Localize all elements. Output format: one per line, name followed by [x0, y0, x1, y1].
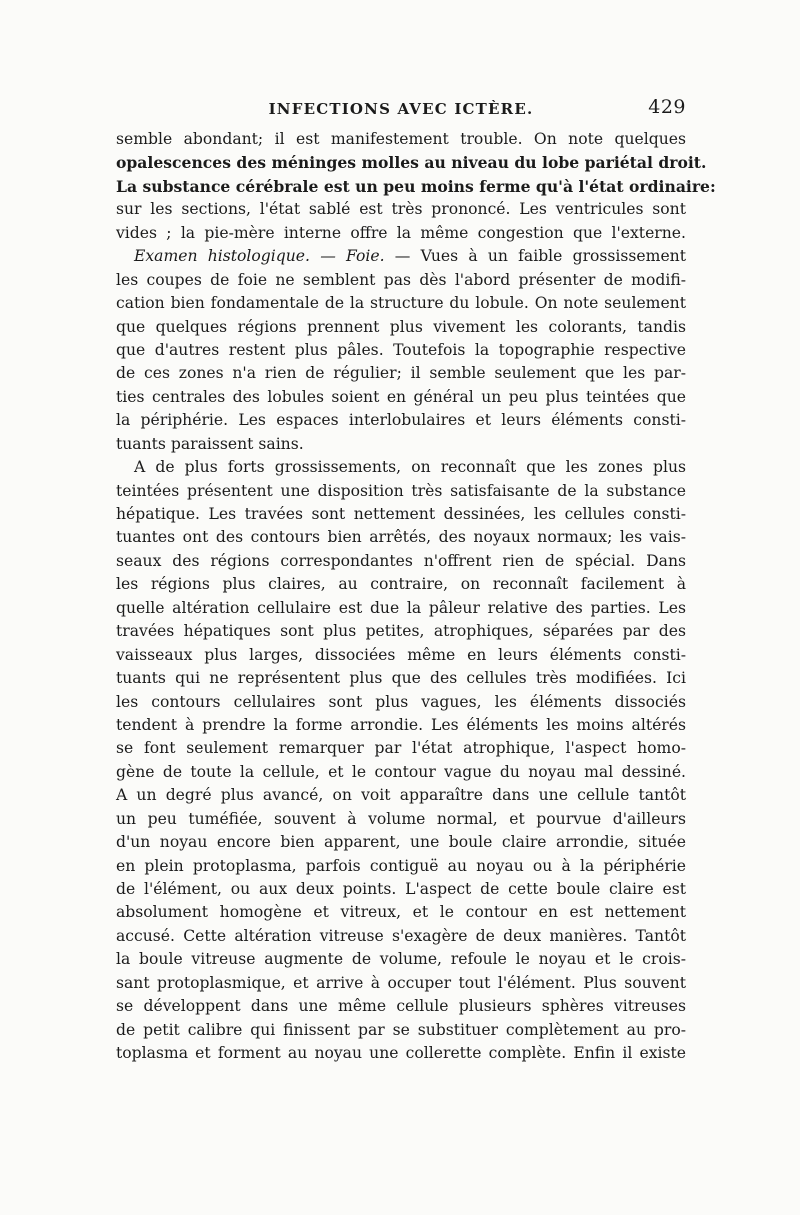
text-line: absolument homogène et vitreux, et le contour en est nettement: [116, 903, 686, 922]
text-line: vaisseaux plus larges, dissociées même en leurs éléments consti-: [116, 645, 686, 664]
text-line: sur les sections, l'état sablé est très prononcé. Les ventricules sont: [116, 200, 686, 219]
paragraph-lead-line: [116, 245, 686, 268]
text-line: se font seulement remarquer par l'état atrophique, l'aspect homo-: [116, 739, 686, 758]
text-line: de petit calibre qui finissent par se substituer complètement au pro-: [116, 1020, 686, 1039]
text-line: La substance cérébrale est un peu moins ferme qu'à l'état ordinaire:: [116, 176, 716, 196]
text-line: toplasma et forment au noyau une collerette complète. Enfin il existe: [116, 1044, 686, 1063]
text-line: un peu tuméfiée, souvent à volume normal, et pourvue d'ailleurs: [116, 809, 686, 828]
text-line: A de plus forts grossissements, on reconnaît que les zones plus: [134, 458, 686, 477]
text-line: sant protoplasmique, et arrive à occuper tout l'élément. Plus souvent: [116, 973, 686, 992]
text-line: tuants qui ne représentent plus que des cellules très modifiées. Ici: [116, 669, 686, 688]
text-line: gène de toute la cellule, et le contour vague du noyau mal dessiné.: [116, 762, 686, 781]
text-line: accusé. Cette altération vitreuse s'exagère de deux manières. Tantôt: [116, 926, 686, 945]
text-line: que d'autres restent plus pâles. Toutefois la topographie respective: [116, 340, 686, 359]
text-line: travées hépatiques sont plus petites, atrophiques, séparées par des: [116, 622, 686, 641]
text-line: cation bien fondamentale de la structure du lobule. On note seulement: [116, 294, 686, 313]
running-title: INFECTIONS AVEC ICTÈRE.: [268, 100, 534, 118]
text-line: ties centrales des lobules soient en général un peu plus teintées que: [116, 387, 686, 406]
text-line: semble abondant; il est manifestement trouble. On note quelques: [116, 130, 686, 148]
text-line: les régions plus claires, au contraire, on reconnaît facilement à: [116, 575, 686, 594]
text-line: que quelques régions prennent plus vivement les colorants, tandis: [116, 317, 686, 336]
text-line: les coupes de foie ne semblent pas dès l'abord présenter de modifi-: [116, 270, 686, 289]
body-text: [116, 128, 716, 1066]
text-line: les contours cellulaires sont plus vagues, les éléments dissociés: [116, 692, 686, 711]
text-line: seaux des régions correspondantes n'offrent rien de spécial. Dans: [116, 551, 686, 570]
lead-rest: — Vues à un faible grossissement: [384, 247, 686, 266]
running-head: [116, 96, 686, 126]
text-line: de ces zones n'a rien de régulier; il semble seulement que les par-: [116, 364, 686, 383]
text-line: vides ; la pie-mère interne offre la même congestion que l'externe.: [116, 223, 686, 242]
text-line: de l'élément, ou aux deux points. L'aspect de cette boule claire est: [116, 880, 686, 898]
text-line: la périphérie. Les espaces interlobulaires et leurs éléments consti-: [116, 411, 686, 430]
text-line: A un degré plus avancé, on voit apparaître dans une cellule tantôt: [116, 786, 686, 805]
text-line: opalescences des méninges molles au niveau du lobe pariétal droit.: [116, 153, 707, 173]
text-line: d'un noyau encore bien apparent, une boule claire arrondie, située: [116, 833, 686, 852]
text-line: tuants paraissent sains.: [116, 434, 304, 453]
text-line: hépatique. Les travées sont nettement dessinées, les cellules consti-: [116, 505, 686, 523]
section-heading-italic: Examen histologique. — Foie.: [134, 247, 385, 266]
text-line: quelle altération cellulaire est due la pâleur relative des parties. Les: [116, 598, 686, 617]
text-line: se développent dans une même cellule plusieurs sphères vitreuses: [116, 997, 686, 1016]
text-line: la boule vitreuse augmente de volume, refoule le noyau et le crois-: [116, 950, 686, 969]
page-number: 429: [648, 96, 686, 118]
text-line: tuantes ont des contours bien arrêtés, des noyaux normaux; les vais-: [116, 528, 686, 547]
text-line: en plein protoplasma, parfois contiguë au noyau ou à la périphérie: [116, 856, 686, 875]
text-line: tendent à prendre la forme arrondie. Les éléments les moins altérés: [116, 715, 686, 734]
text-line: teintées présentent une disposition très satisfaisante de la substance: [116, 481, 686, 500]
